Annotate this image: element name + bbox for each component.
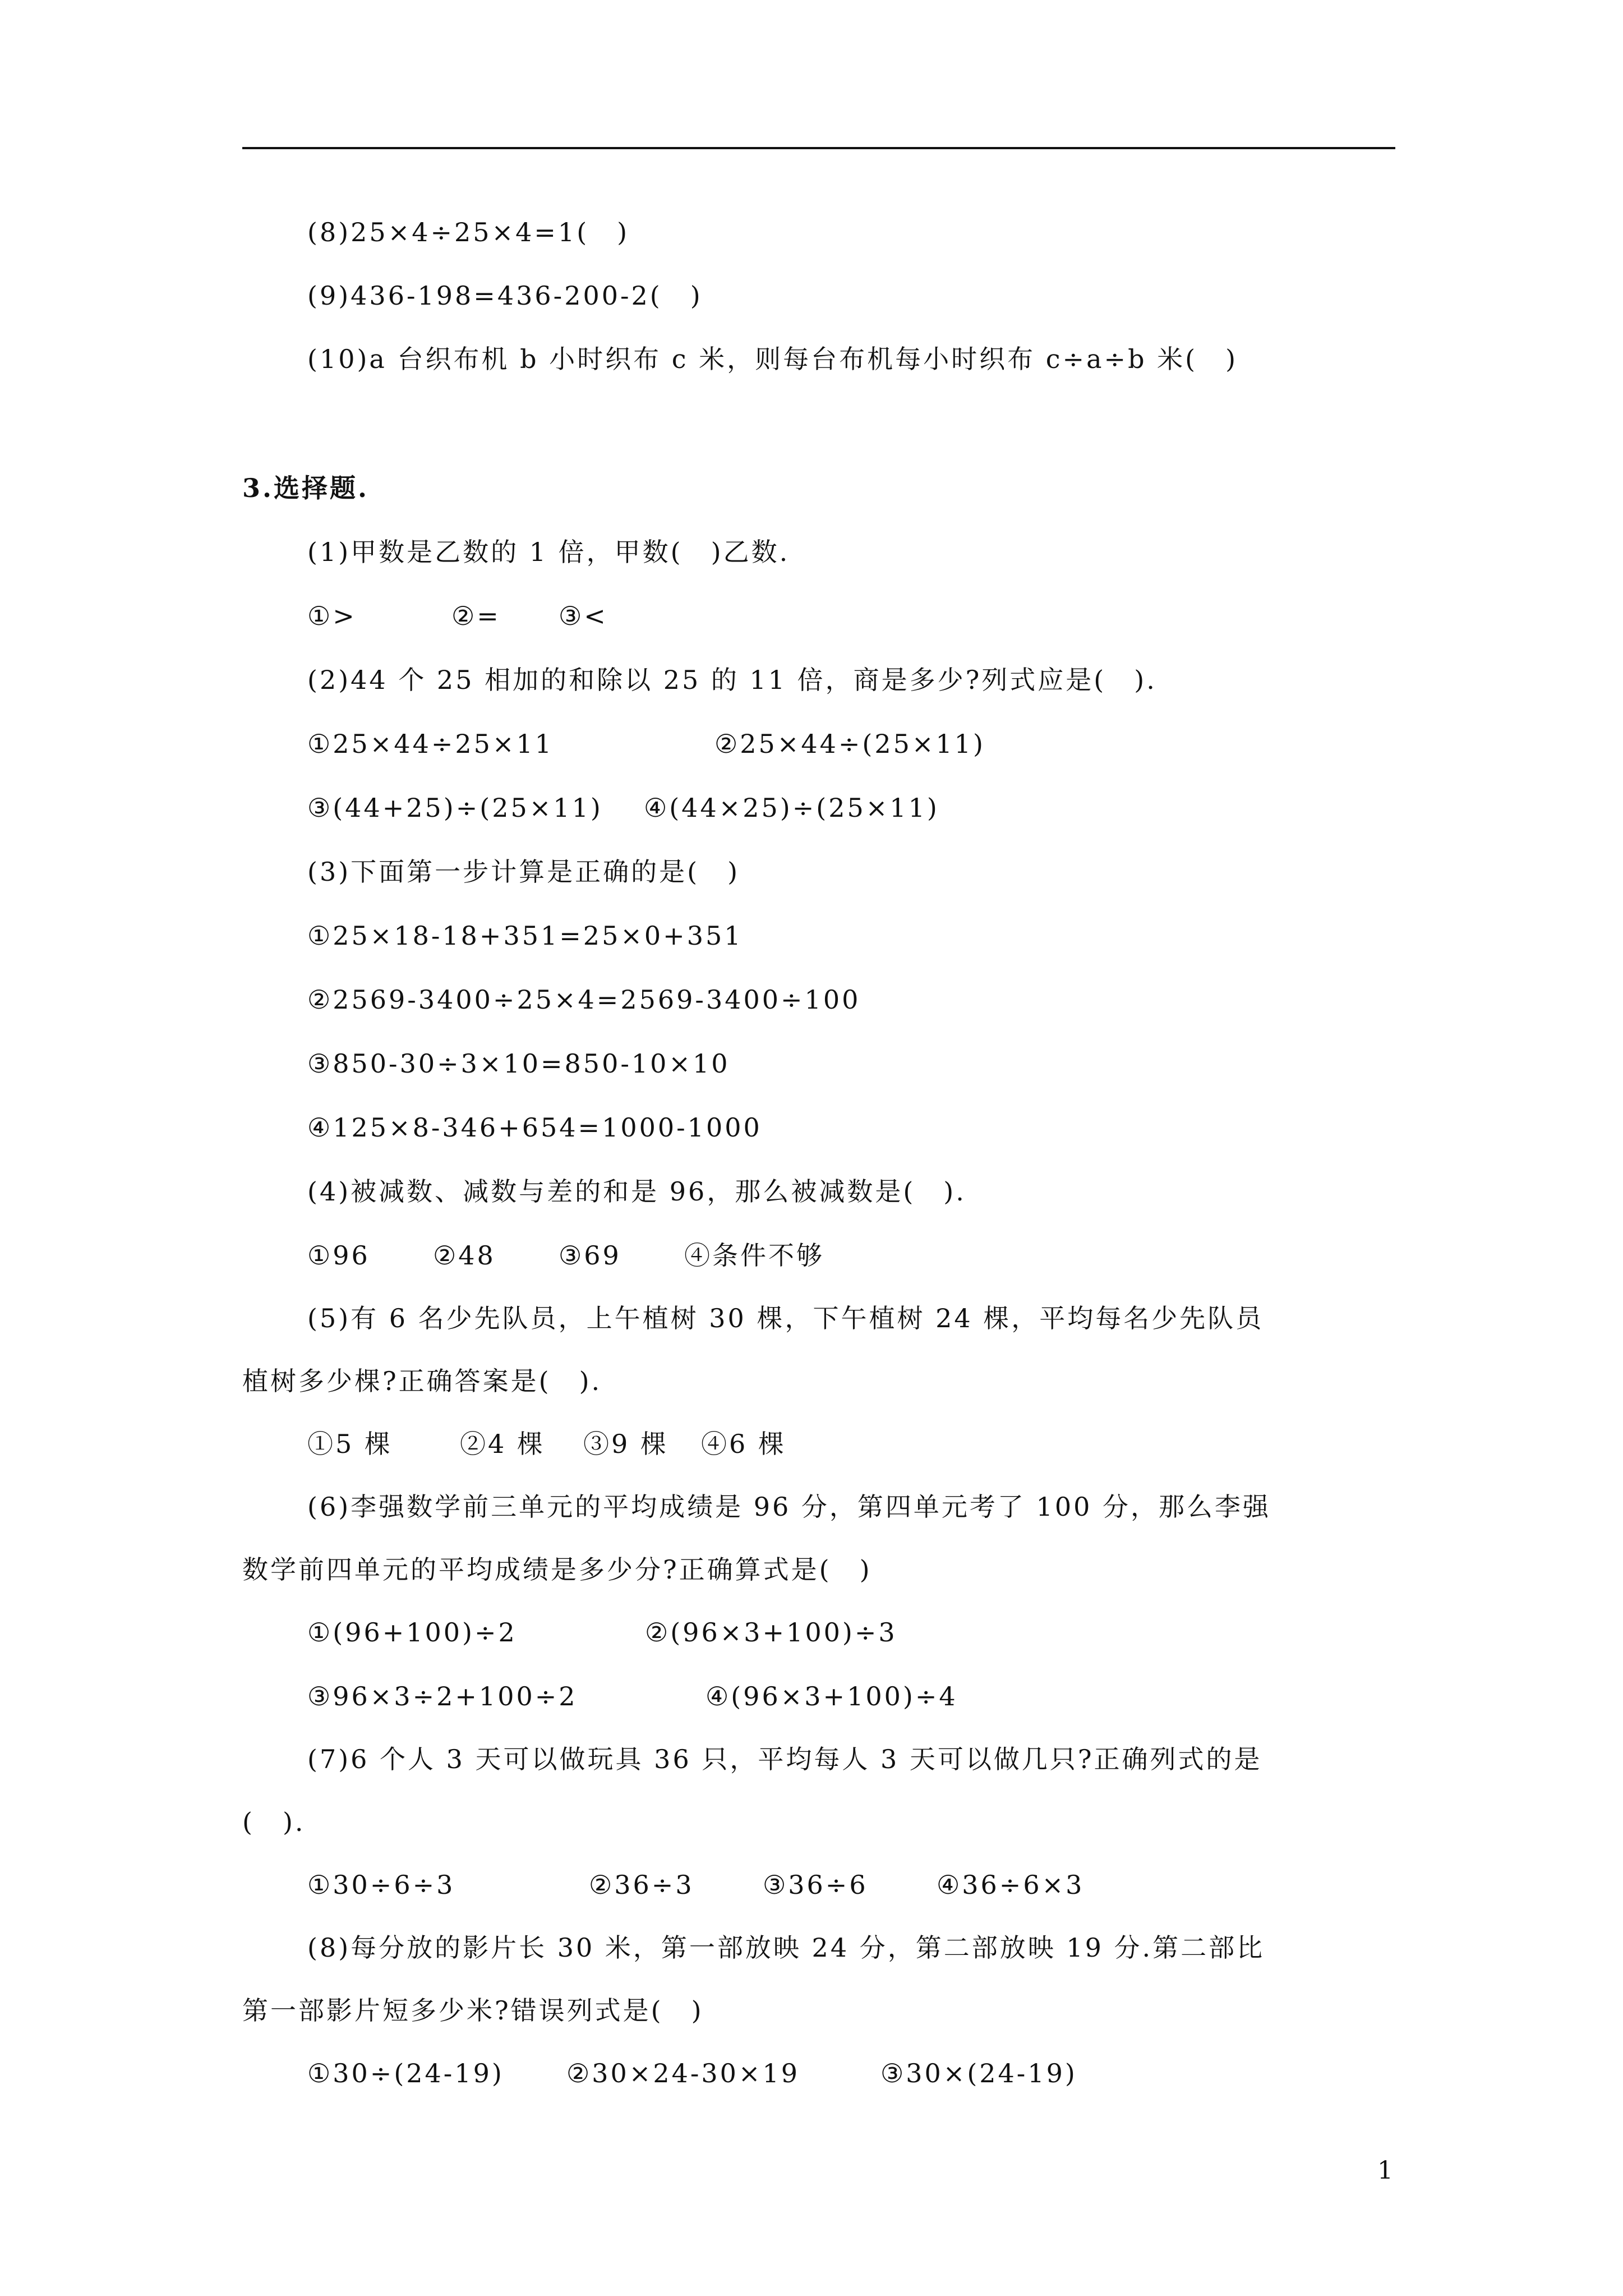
question-5-stem-line-1: (5)有 6 名少先队员，上午植树 30 棵，下午植树 24 棵，平均每名少先队员 xyxy=(307,1303,1264,1333)
q5-option-1: ①5 棵 xyxy=(307,1429,393,1459)
judge-item-8: (8)25×4÷25×4=1( ) xyxy=(307,217,630,247)
header-rule xyxy=(242,147,1395,149)
q8-option-1: ①30÷(24-19) xyxy=(307,2058,504,2088)
question-8-stem-line-2: 第一部影片短多少米?错误列式是( ) xyxy=(242,1995,704,2026)
judge-item-10: (10)a 台织布机 b 小时织布 c 米，则每台布机每小时织布 c÷a÷b 米( ) xyxy=(307,344,1238,374)
q6-option-2: ②(96×3+100)÷3 xyxy=(645,1617,897,1648)
q7-option-1: ①30÷6÷3 xyxy=(307,1870,455,1900)
q4-option-4: ④条件不够 xyxy=(684,1240,824,1271)
q3-option-4: ④125×8-346+654=1000-1000 xyxy=(307,1112,762,1143)
question-7-stem-line-2: ( ). xyxy=(242,1807,306,1837)
q4-option-3: ③69 xyxy=(559,1240,621,1271)
question-5-stem-line-2: 植树多少棵?正确答案是( ). xyxy=(242,1366,602,1396)
question-6-stem-line-1: (6)李强数学前三单元的平均成绩是 96 分，第四单元考了 100 分，那么李强 xyxy=(307,1492,1271,1522)
q1-option-3: ③< xyxy=(559,601,608,631)
question-1-stem: (1)甲数是乙数的 1 倍，甲数( )乙数. xyxy=(307,537,790,567)
question-8-stem-line-1: (8)每分放的影片长 30 米，第一部放映 24 分，第二部放映 19 分.第二部比 xyxy=(307,1932,1265,1963)
q5-option-3: ③9 棵 xyxy=(583,1429,668,1459)
q7-option-3: ③36÷6 xyxy=(763,1870,868,1900)
q7-option-2: ②36÷3 xyxy=(589,1870,694,1900)
q3-option-3: ③850-30÷3×10=850-10×10 xyxy=(307,1048,730,1079)
question-2-stem: (2)44 个 25 相加的和除以 25 的 11 倍，商是多少?列式应是( ). xyxy=(307,665,1157,695)
question-7-stem-line-1: (7)6 个人 3 天可以做玩具 36 只，平均每人 3 天可以做几只?正确列式的是 xyxy=(307,1744,1262,1774)
question-3-stem: (3)下面第一步计算是正确的是( ) xyxy=(307,857,740,887)
q2-option-3: ③(44+25)÷(25×11) xyxy=(307,793,603,823)
q6-option-1: ①(96+100)÷2 xyxy=(307,1617,517,1648)
q7-option-4: ④36÷6×3 xyxy=(937,1870,1085,1900)
page-number: 1 xyxy=(1377,2156,1393,2185)
q3-option-2: ②2569-3400÷25×4=2569-3400÷100 xyxy=(307,984,861,1015)
q2-option-1: ①25×44÷25×11 xyxy=(307,729,554,759)
q1-option-1: ①> xyxy=(307,601,357,631)
q1-option-2: ②= xyxy=(451,601,501,631)
q6-option-4: ④(96×3+100)÷4 xyxy=(706,1681,958,1711)
q8-option-3: ③30×(24-19) xyxy=(880,2058,1077,2088)
q4-option-1: ①96 xyxy=(307,1240,370,1271)
section-heading: 3.选择题. xyxy=(242,473,370,503)
q6-option-3: ③96×3÷2+100÷2 xyxy=(307,1681,578,1711)
q4-option-2: ②48 xyxy=(433,1240,496,1271)
question-4-stem: (4)被减数、减数与差的和是 96，那么被减数是( ). xyxy=(307,1176,966,1207)
q3-option-1: ①25×18-18+351=25×0+351 xyxy=(307,921,743,951)
q8-option-2: ②30×24-30×19 xyxy=(566,2058,800,2088)
q5-option-2: ②4 棵 xyxy=(460,1429,545,1459)
q2-option-4: ④(44×25)÷(25×11) xyxy=(644,793,939,823)
question-6-stem-line-2: 数学前四单元的平均成绩是多少分?正确算式是( ) xyxy=(242,1554,872,1585)
q5-option-4: ④6 棵 xyxy=(701,1429,786,1459)
q2-option-2: ②25×44÷(25×11) xyxy=(714,729,985,759)
judge-item-9: (9)436-198=436-200-2( ) xyxy=(307,280,703,311)
